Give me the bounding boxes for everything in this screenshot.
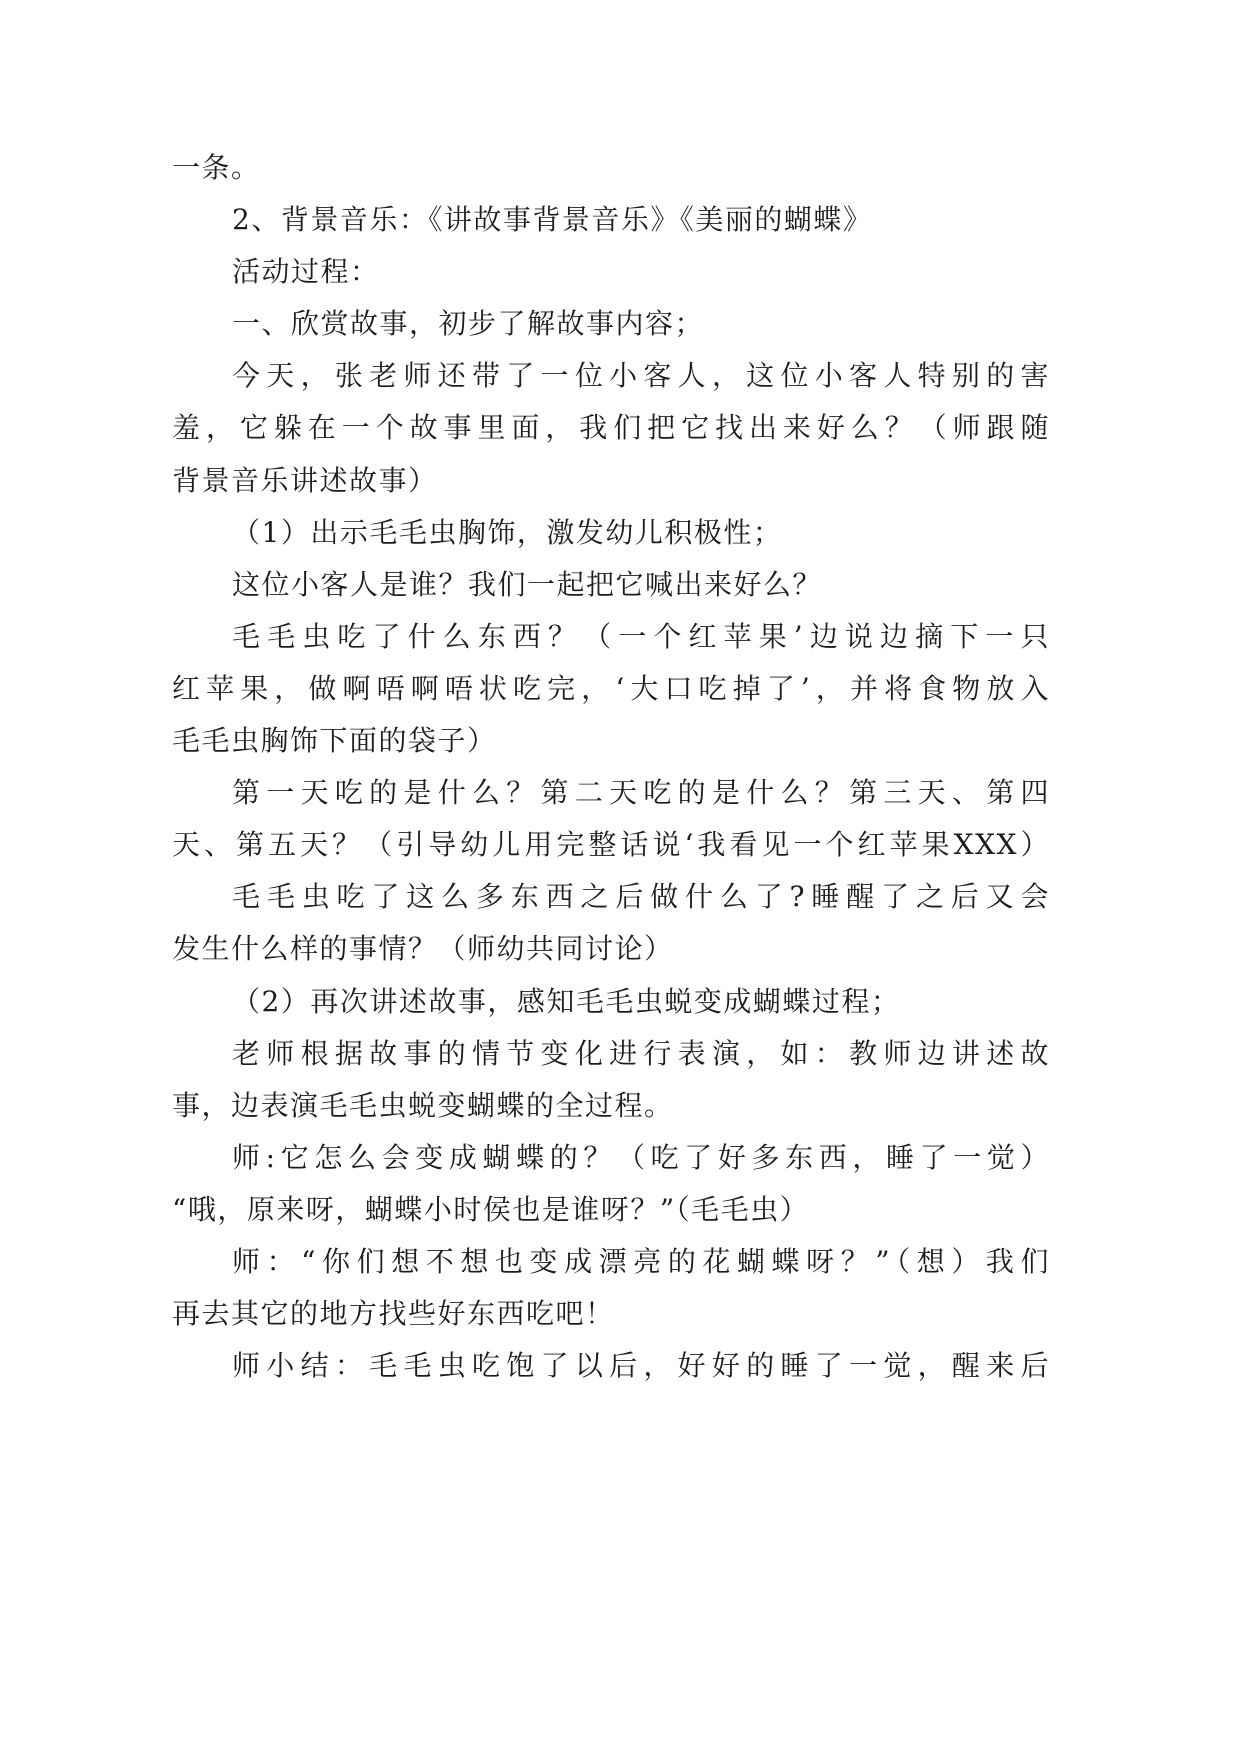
step-heading: （1）出示毛毛虫胸饰，激发幼儿积极性； bbox=[232, 515, 783, 549]
text-line: 红苹果，做啊唔啊唔状吃完，‘大口吃掉了’，并将食物放入 bbox=[172, 671, 1050, 705]
text-line: 毛毛虫胸饰下面的袋子） bbox=[172, 724, 497, 758]
text-line: 2、背景音乐：《讲故事背景音乐》《美丽的蝴蝶》 bbox=[232, 203, 873, 237]
text-line: 事，边表演毛毛虫蜕变蝴蝶的全过程。 bbox=[172, 1088, 674, 1122]
text-line: 羞，它躲在一个故事里面，我们把它找出来好么？（师跟随 bbox=[172, 411, 1050, 445]
step-heading: （2）再次讲述故事，感知毛毛虫蜕变成蝴蝶过程； bbox=[232, 984, 901, 1018]
section-heading: 一、欣赏故事，初步了解故事内容； bbox=[232, 307, 705, 341]
text-line: 老师根据故事的情节变化进行表演，如：教师边讲述故 bbox=[232, 1036, 1050, 1070]
text-line: 这位小客人是谁？我们一起把它喊出来好么？ bbox=[232, 567, 823, 601]
text-line: 师：“你们想不想也变成漂亮的花蝴蝶呀？”（想）我们 bbox=[232, 1244, 1050, 1278]
section-heading: 活动过程： bbox=[232, 255, 380, 289]
text-line: 师小结：毛毛虫吃饱了以后，好好的睡了一觉，醒来后 bbox=[232, 1349, 1050, 1383]
text-line: 毛毛虫吃了这么多东西之后做什么了?睡醒了之后又会 bbox=[232, 880, 1050, 914]
text-line: 一条。 bbox=[172, 151, 261, 184]
text-line: 毛毛虫吃了什么东西？（一个红苹果’边说边摘下一只 bbox=[232, 619, 1050, 653]
text-line: 背景音乐讲述故事） bbox=[172, 463, 438, 497]
text-line: 师:它怎么会变成蝴蝶的？（吃了好多东西，睡了一觉） bbox=[232, 1140, 1050, 1174]
text-line: “哦，原来呀，蝴蝶小时侯也是谁呀？”（毛毛虫） bbox=[172, 1192, 810, 1226]
text-line: 第一天吃的是什么？第二天吃的是什么？第三天、第四 bbox=[232, 776, 1050, 810]
document-body bbox=[172, 142, 1050, 1392]
text-line: 今天，张老师还带了一位小客人，这位小客人特别的害 bbox=[232, 359, 1050, 393]
text-line: 发生什么样的事情？（师幼共同讨论） bbox=[172, 932, 674, 966]
text-line: 天、第五天？（引导幼儿用完整话说‘我看见一个红苹果XXX） bbox=[172, 828, 1050, 862]
text-line: 再去其它的地方找些好东西吃吧！ bbox=[172, 1297, 615, 1331]
